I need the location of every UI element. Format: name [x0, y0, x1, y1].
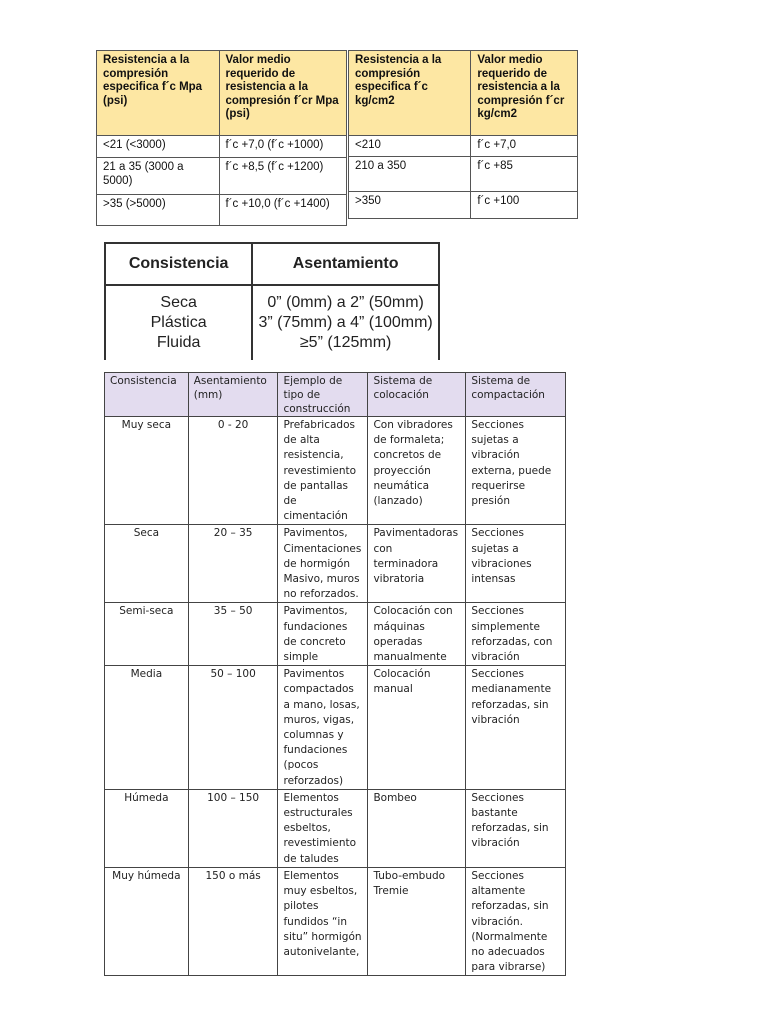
- header-cell: Asentamiento (mm): [188, 373, 278, 417]
- table-cell: Colocación manual: [368, 666, 466, 790]
- table-cell: 50 – 100: [188, 666, 278, 790]
- table-cell: Muy húmeda: [105, 867, 189, 975]
- table-cell: Húmeda: [105, 789, 189, 867]
- table-cell: Pavimentos, Cimentaciones de hormigón Masivo, muros no reforzados.: [278, 525, 368, 603]
- table-row: [105, 525, 566, 603]
- consistency-item: Plástica: [150, 314, 207, 331]
- header-cell: Asentamiento: [252, 243, 439, 285]
- consistency-detail-table: [104, 372, 566, 976]
- table-cell: Secciones bastante reforzadas, sin vibración: [466, 789, 566, 867]
- table-cell: Secciones medianamente reforzadas, sin vibración: [466, 666, 566, 790]
- table-header-row: [105, 373, 566, 417]
- table-cell: Bombeo: [368, 789, 466, 867]
- header-cell: Consistencia: [105, 373, 189, 417]
- table-row: [105, 867, 566, 975]
- slump-list: [252, 285, 439, 360]
- table-cell: 21 a 35 (3000 a 5000): [97, 158, 220, 195]
- header-cell: Sistema de compactación: [466, 373, 566, 417]
- consistency-item: Seca: [160, 294, 197, 311]
- table-cell: f´c +85: [471, 157, 578, 192]
- slump-item: 0” (0mm) a 2” (50mm): [267, 294, 424, 311]
- table-cell: Pavimentos compactados a mano, losas, muros, vigas, columnas y fundaciones (pocos reforzados): [278, 666, 368, 790]
- table-cell: f´c +7,0 (f´c +1000): [219, 136, 346, 158]
- table-row: [349, 157, 578, 192]
- consistency-item: Fluida: [156, 334, 201, 351]
- table-row: [105, 789, 566, 867]
- header-cell: Valor medio requerido de resistencia a la compresión f´cr Mpa (psi): [219, 51, 346, 136]
- table-row: [105, 285, 439, 360]
- table-row: [97, 136, 347, 158]
- table-cell: f´c +7,0: [471, 136, 578, 157]
- strength-table-kgcm2: [348, 50, 578, 219]
- table-cell: <210: [349, 136, 471, 157]
- table-cell: f´c +100: [471, 192, 578, 219]
- table-cell: Secciones sujetas a vibración externa, puede requerirse presión: [466, 417, 566, 525]
- table-cell: Media: [105, 666, 189, 790]
- table-cell: Pavimentos, fundaciones de concreto simple: [278, 603, 368, 666]
- table-cell: Semi-seca: [105, 603, 189, 666]
- header-cell: Sistema de colocación: [368, 373, 466, 417]
- table-cell: Elementos estructurales esbeltos, revestimiento de taludes: [278, 789, 368, 867]
- table-cell: 100 – 150: [188, 789, 278, 867]
- strength-table-mpa: [96, 50, 347, 226]
- table-cell: Prefabricados de alta resistencia, revestimiento de pantallas de cimentación: [278, 417, 368, 525]
- table-cell: Pavimentadoras con terminadora vibratoria: [368, 525, 466, 603]
- table-cell: Secciones sujetas a vibraciones intensas: [466, 525, 566, 603]
- header-cell: Resistencia a la compresión especifica f´c Mpa (psi): [97, 51, 220, 136]
- table-cell: Colocación con máquinas operadas manualmente: [368, 603, 466, 666]
- table-cell: <21 (<3000): [97, 136, 220, 158]
- table-cell: Seca: [105, 525, 189, 603]
- table-cell: Elementos muy esbeltos, pilotes fundidos “in situ” hormigón autonivelante,: [278, 867, 368, 975]
- table-row: [105, 666, 566, 790]
- table-cell: >350: [349, 192, 471, 219]
- table-row: [349, 136, 578, 157]
- table-cell: f´c +10,0 (f´c +1400): [219, 195, 346, 226]
- table-row: [105, 603, 566, 666]
- table-cell: 210 a 350: [349, 157, 471, 192]
- table-header-row: [105, 243, 439, 285]
- table-cell: 35 – 50: [188, 603, 278, 666]
- table-cell: f´c +8,5 (f´c +1200): [219, 158, 346, 195]
- table-header-row: [97, 51, 347, 136]
- table-header-row: [349, 51, 578, 136]
- table-cell: Muy seca: [105, 417, 189, 525]
- table-row: [97, 158, 347, 195]
- table-row: [105, 417, 566, 525]
- table-row: [349, 192, 578, 219]
- table-cell: 20 – 35: [188, 525, 278, 603]
- table-cell: Secciones altamente reforzadas, sin vibración. (Normalmente no adecuados para vibrarse): [466, 867, 566, 975]
- header-cell: Valor medio requerido de resistencia a la compresión f´cr kg/cm2: [471, 51, 578, 136]
- slump-item: 3” (75mm) a 4” (100mm): [258, 314, 433, 331]
- header-cell: Ejemplo de tipo de construcción: [278, 373, 368, 417]
- slump-item: ≥5” (125mm): [299, 334, 392, 351]
- consistency-list: [105, 285, 252, 360]
- header-cell: Resistencia a la compresión especifica f´c kg/cm2: [349, 51, 471, 136]
- table-cell: Con vibradores de formaleta; concretos de proyección neumática (lanzado): [368, 417, 466, 525]
- table-cell: >35 (>5000): [97, 195, 220, 226]
- table-cell: 0 - 20: [188, 417, 278, 525]
- table-cell: Secciones simplemente reforzadas, con vibración: [466, 603, 566, 666]
- consistency-table: [104, 242, 440, 360]
- table-row: [97, 195, 347, 226]
- header-cell: Consistencia: [105, 243, 252, 285]
- table-cell: 150 o más: [188, 867, 278, 975]
- table-cell: Tubo-embudo Tremie: [368, 867, 466, 975]
